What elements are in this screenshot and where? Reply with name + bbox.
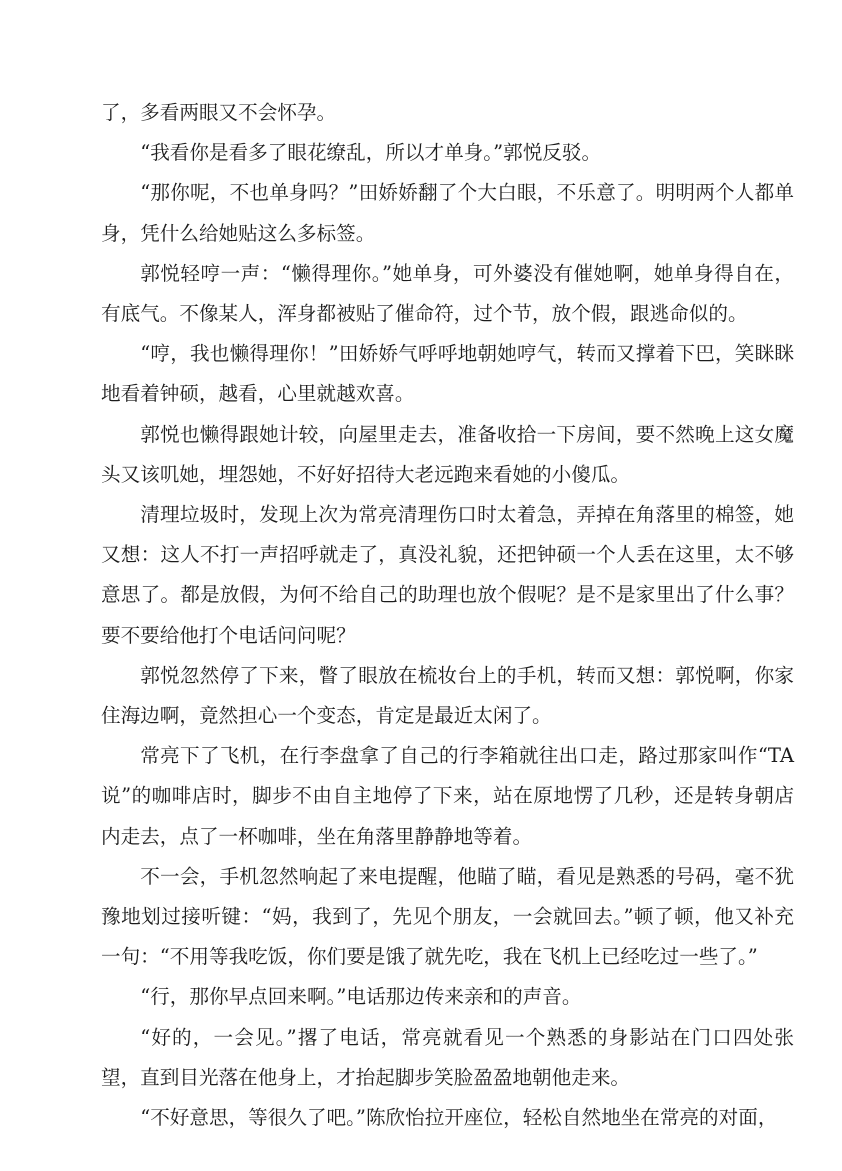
paragraph: “好的，一会见。”撂了电话，常亮就看见一个熟悉的身影站在门口四处张望，直到目光落在他身上，才抬起脚步笑脸盈盈地朝他走来。 (101, 1025, 794, 1089)
paragraph: 郭悦也懒得跟她计较，向屋里走去，准备收拾一下房间，要不然晚上这女魔头又该叽她，埋怨她，不好好招待大老远跑来看她的小傻瓜。 (101, 422, 794, 486)
paragraph: “行，那你早点回来啊。”电话那边传来亲和的声音。 (140, 985, 582, 1009)
paragraph: 郭悦轻哼一声：“懒得理你。”她单身，可外婆没有催她啊，她单身得自在，有底气。不像某人，浑身都被贴了催命符，过个节，放个假，跟逃命似的。 (101, 261, 794, 326)
paragraph: 清理垃圾时，发现上次为常亮清理伤口时太着急，弄掉在角落里的棉签，她又想：这人不打一声招呼就走了，真没礼貌，还把钟硕一个人丢在这里，太不够意思了。都是放假，为何不给自己的助理也放个假呢？是不是家里出了什么事？要不要给他打个电话问问呢？ (101, 503, 794, 647)
paragraph: “我看你是看多了眼花缭乱，所以才单身。”郭悦反驳。 (140, 141, 602, 165)
paragraph: 了，多看两眼又不会怀孕。 (101, 101, 337, 124)
paragraph: 郭悦忽然停了下来，瞥了眼放在梳妆台上的手机，转而又想：郭悦啊，你家住海边啊，竟然担心一个变态，肯定是最近太闲了。 (101, 663, 794, 728)
paragraph: 不一会，手机忽然响起了来电提醒，他瞄了瞄，看见是熟悉的号码，毫不犹豫地划过接听键：“妈，我到了，先见个朋友，一会就回去。”顿了顿，他又补充一句：“不用等我吃饭，你们要是饿了就先吃，我在飞机上已经吃过一些了。” (101, 864, 794, 969)
body-text (101, 93, 794, 1138)
paragraph: “哼，我也懒得理你！”田娇娇气呼呼地朝她哼气，转而又撑着下巴，笑眯眯地看着钟硕，越看，心里就越欢喜。 (101, 342, 794, 406)
paragraph: “那你呢，不也单身吗？”田娇娇翻了个大白眼，不乐意了。明明两个人都单身，凭什么给她贴这么多标签。 (101, 181, 794, 245)
paragraph: “不好意思，等很久了吧。”陈欣怡拉开座位，轻松自然地坐在常亮的对面， (140, 1106, 778, 1130)
paragraph: 常亮下了飞机，在行李盘拿了自己的行李箱就往出口走，路过那家叫作“TA说”的咖啡店时，脚步不由自主地停了下来，站在原地愣了几秒，还是转身朝店内走去，点了一杯咖啡，坐在角落里静静地等着。 (101, 744, 794, 848)
